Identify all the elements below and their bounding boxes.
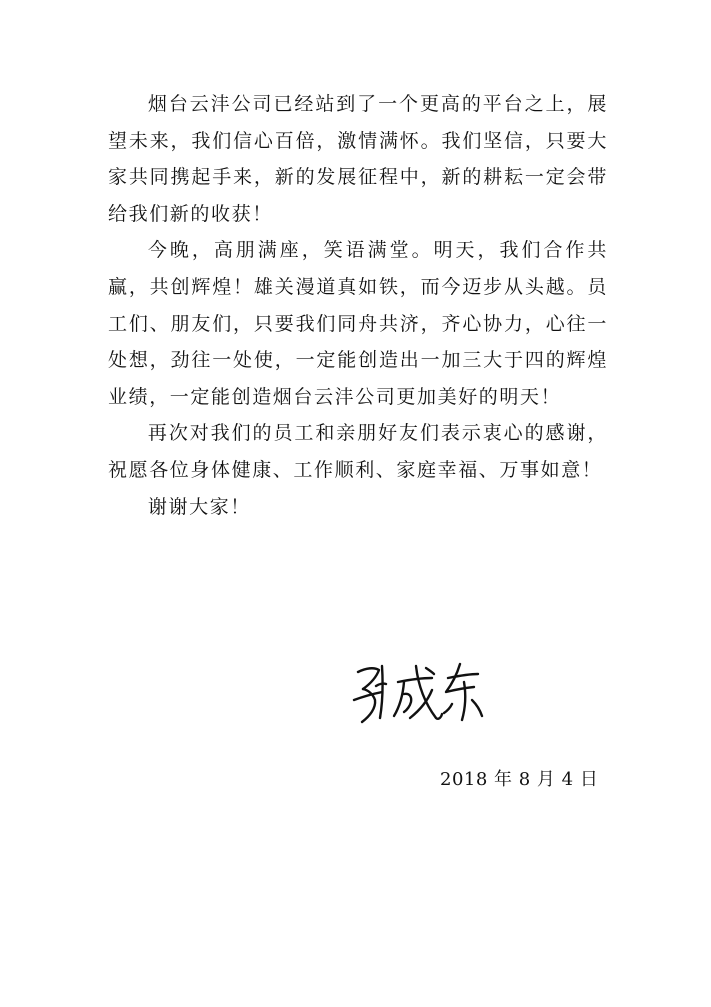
letter-body xyxy=(108,86,608,525)
paragraph-tonight: 今晚，高朋满座，笑语满堂。明天，我们合作共赢，共创辉煌！雄关漫道真如铁，而今迈步从头越。员工们、朋友们，只要我们同舟共济，齐心协力，心往一处想，劲往一处使，一定能创造出一加三大于四的辉煌业绩，一定能创造烟台云沣公司更加美好的明天！ xyxy=(108,239,608,408)
paragraph-thanks: 再次对我们的员工和亲朋好友们表示衷心的感谢，祝愿各位身体健康、工作顺利、家庭幸福、万事如意！ xyxy=(108,422,608,481)
letter-date: 2018 年 8 月 4 日 xyxy=(440,769,599,790)
handwritten-signature xyxy=(346,656,496,732)
paragraph-future: 烟台云沣公司已经站到了一个更高的平台之上，展望未来，我们信心百倍，激情满怀。我们坚信，只要大家共同携起手来，新的发展征程中，新的耕耘一定会带给我们新的收获！ xyxy=(108,93,608,225)
paragraph-closing: 谢谢大家！ xyxy=(147,495,251,518)
